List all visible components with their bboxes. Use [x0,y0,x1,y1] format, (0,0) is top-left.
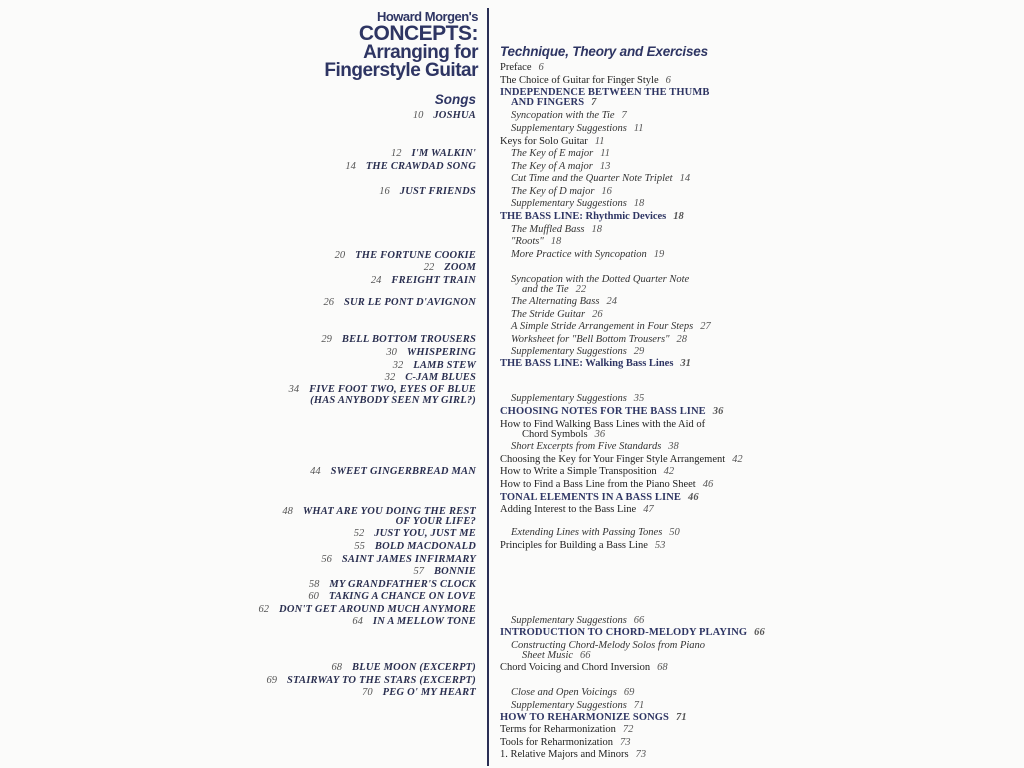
toc-entry [500,480,713,490]
song-entry [386,348,476,358]
toc-page-number: 71 [675,712,687,723]
toc-entry-title: How to Find Walking Bass Lines with the Aid of [500,419,706,430]
song-entry [308,592,476,602]
song-title: C-JAM BLUES [405,372,476,383]
song-entry [352,617,476,627]
toc-entry-title: The Muffled Bass [511,224,585,235]
toc-entry [511,310,603,320]
toc-entry [522,430,605,440]
song-title: MY GRANDFATHER'S CLOCK [329,579,476,590]
song-title: (HAS ANYBODY SEEN MY GIRL?) [310,395,476,406]
toc-entry-title: Extending Lines with Passing Tones [511,527,663,538]
song-page-number: 24 [370,275,382,286]
toc-entry-title: Tools for Reharmonization [500,737,613,748]
song-page-number: 16 [379,186,390,197]
toc-page-number: 13 [599,161,611,172]
toc-entry [511,701,644,711]
toc-page-number: 42 [663,466,675,477]
author-line: Howard Morgen's [376,9,478,24]
toc-entry [500,137,605,147]
toc-entry-title: Supplementary Suggestions [511,198,627,209]
toc-entry-title: Supplementary Suggestions [511,123,627,134]
song-entry [379,187,476,197]
toc-entry-title: The Stride Guitar [511,309,586,320]
song-entry [289,385,476,395]
subtitle-line-1: Arranging for [363,42,478,63]
toc-page-number: 11 [633,123,644,134]
song-title: JOSHUA [433,110,476,121]
toc-page-number: 18 [633,198,645,209]
song-title: IN A MELLOW TONE [372,616,476,627]
song-entry [259,605,476,615]
toc-page-number: 36 [594,429,606,440]
song-entry [385,373,476,383]
toc-page-number: 72 [622,724,634,735]
toc-page-number: 11 [594,136,605,147]
toc-entry-title: The Key of D major [511,186,595,197]
toc-page-number: 16 [601,186,612,197]
song-entry [335,251,476,261]
column-divider [487,8,489,766]
toc-entry-title: Sheet Music [522,650,574,661]
toc-entry [511,442,679,452]
toc-entry [511,174,690,184]
toc-entry-title: INDEPENDENCE BETWEEN THE THUMB [500,87,710,98]
song-title: SWEET GINGERBREAD MAN [330,466,476,477]
toc-entry [500,407,723,417]
toc-page-number: 38 [668,441,679,452]
toc-entry-title: Principles for Building a Bass Line [500,540,648,551]
song-title: THE CRAWDAD SONG [365,161,476,172]
toc-page-number: 19 [653,249,665,260]
toc-page-number: 47 [643,504,654,515]
song-entry [362,688,476,698]
toc-entry-title: AND FINGERS [511,97,585,108]
toc-page-number: 66 [580,650,591,661]
toc-entry-title: How to Find a Bass Line from the Piano Sheet [500,479,696,490]
toc-entry [511,162,610,172]
toc-entry-title: Supplementary Suggestions [511,393,627,404]
song-entry [310,396,476,406]
toc-entry [511,124,644,134]
toc-entry [511,297,617,307]
song-title: I'M WALKIN' [411,148,476,159]
toc-entry-title: More Practice with Syncopation [511,249,647,260]
toc-page-number: 7 [621,110,627,121]
song-title: FIVE FOOT TWO, EYES OF BLUE [309,384,476,395]
toc-entry [500,359,691,369]
toc-entry-title: The Key of A major [511,161,593,172]
toc-entry-title: Preface [500,62,532,73]
toc-page-number: 24 [606,296,617,307]
toc-entry-title: The Choice of Guitar for Finger Style [500,75,659,86]
toc-page-number: 53 [654,540,666,551]
toc-page-number: 73 [635,749,647,760]
toc-entry [511,394,644,404]
song-title: SAINT JAMES INFIRMARY [341,554,476,565]
song-page-number: 48 [282,506,293,517]
song-page-number: 12 [390,148,402,159]
toc-entry [511,322,711,332]
song-title: OF YOUR LIFE? [395,516,476,527]
song-page-number: 69 [266,675,277,686]
song-page-number: 29 [321,334,332,345]
toc-entry [511,111,627,121]
toc-entry-title: Short Excerpts from Five Standards [511,441,662,452]
toc-entry [511,187,612,197]
toc-page-number: 11 [600,148,610,159]
toc-entry-title: Supplementary Suggestions [511,346,627,357]
toc-page-number: 18 [673,211,684,222]
toc-entry-title: Syncopation with the Dotted Quarter Note [511,274,690,285]
toc-entry-title: and the Tie [522,284,569,295]
toc-entry [500,467,674,477]
song-entry [396,517,476,527]
toc-entry-title: Supplementary Suggestions [511,700,627,711]
song-page-number: 58 [308,579,320,590]
toc-entry [500,663,668,673]
song-title: TAKING A CHANCE ON LOVE [328,591,476,602]
song-page-number: 20 [334,250,346,261]
toc-entry-title: Chord Voicing and Chord Inversion [500,662,651,673]
toc-page-number: 50 [669,527,680,538]
song-entry [391,149,476,159]
toc-entry-title: HOW TO REHARMONIZE SONGS [500,712,669,723]
song-page-number: 68 [331,662,343,673]
toc-page-number: 31 [680,358,691,369]
toc-entry-title: INTRODUCTION TO CHORD-MELODY PLAYING [500,627,748,638]
song-title: STAIRWAY TO THE STARS (EXCERPT) [286,675,476,686]
toc-page-number: 73 [620,737,631,748]
toc-entry [500,541,665,551]
toc-page-number: 46 [687,492,699,503]
toc-entry [500,713,687,723]
toc-page-number: 29 [633,346,645,357]
songs-heading: Songs [434,92,476,107]
song-entry [393,361,476,371]
toc-entry-title: The Key of E major [511,148,594,159]
song-entry [345,162,476,172]
toc-entry-title: Adding Interest to the Bass Line [500,504,637,515]
toc-entry-title: THE BASS LINE: Rhythmic Devices [500,211,667,222]
toc-entry [511,149,610,159]
song-entry [310,467,476,477]
toc-page-number: 26 [592,309,603,320]
toc-page-number: 6 [665,75,671,86]
song-entry [354,542,476,552]
song-title: SUR LE PONT D'AVIGNON [343,297,476,308]
song-page-number: 55 [354,541,365,552]
toc-page-number: 28 [676,334,688,345]
toc-entry [511,347,644,357]
book-title: CONCEPTS: [358,22,478,45]
toc-page-number: 66 [754,627,765,638]
toc-entry [500,505,654,515]
toc-page-number: 18 [550,236,562,247]
toc-entry [511,199,644,209]
song-entry [332,663,476,673]
toc-entry-title: Worksheet for "Bell Bottom Trousers" [511,334,670,345]
toc-entry [500,455,743,465]
toc-page-number: 27 [700,321,711,332]
song-entry [321,335,476,345]
song-entry [354,529,476,539]
toc-entry-title: How to Write a Simple Transposition [500,466,657,477]
song-page-number: 70 [362,687,373,698]
toc-entry [500,750,646,760]
song-page-number: 52 [353,528,365,539]
song-title: WHISPERING [406,347,476,358]
song-title: BONNIE [433,566,476,577]
toc-page-number: 35 [633,393,645,404]
song-entry [371,276,476,286]
song-page-number: 64 [352,616,363,627]
toc-entry [511,688,634,698]
song-page-number: 32 [392,360,404,371]
song-entry [424,263,476,273]
toc-page-number: 68 [657,662,668,673]
song-title: WHAT ARE YOU DOING THE REST [302,506,476,517]
toc-page-number: 42 [732,454,743,465]
toc-entry-title: The Alternating Bass [511,296,600,307]
toc-entry [511,335,687,345]
song-page-number: 30 [386,347,397,358]
toc-entry [500,628,765,638]
song-title: LAMB STEW [413,360,476,371]
toc-entry-title: Chord Symbols [522,429,588,440]
toc-page-number: 14 [679,173,691,184]
song-page-number: 56 [321,554,332,565]
song-title: JUST YOU, JUST ME [374,528,476,539]
toc-page-number: 46 [702,479,714,490]
toc-page-number: 22 [575,284,587,295]
toc-entry-title: Supplementary Suggestions [511,615,627,626]
song-page-number: 26 [323,297,334,308]
song-title: THE FORTUNE COOKIE [355,250,476,261]
song-page-number: 14 [345,161,356,172]
toc-entry [500,76,671,86]
song-page-number: 62 [258,604,270,615]
toc-entry-title: THE BASS LINE: Walking Bass Lines [500,358,674,369]
song-title: PEG O' MY HEART [382,687,476,698]
song-entry [266,676,476,686]
toc-entry [522,285,586,295]
song-page-number: 22 [423,262,435,273]
subtitle-line-2: Fingerstyle Guitar [324,60,478,81]
toc-entry-title: Close and Open Voicings [511,687,617,698]
song-page-number: 44 [310,466,321,477]
toc-page-number: 71 [633,700,645,711]
toc-entry-title: 1. Relative Majors and Minors [500,749,629,760]
toc-entry [511,250,664,260]
toc-entry-title: TONAL ELEMENTS IN A BASS LINE [500,492,681,503]
toc-page-number: 6 [538,62,544,73]
toc-entry-title: CHOOSING NOTES FOR THE BASS LINE [500,406,706,417]
song-page-number: 10 [412,110,424,121]
toc-entry [500,738,631,748]
song-entry [323,298,476,308]
toc-entry [511,237,561,247]
toc-page-number: 36 [712,406,724,417]
toc-entry [511,616,644,626]
toc-entry [511,225,602,235]
toc-entry-title: Terms for Reharmonization [500,724,616,735]
song-page-number: 57 [413,566,424,577]
song-title: FREIGHT TRAIN [391,275,476,286]
toc-entry [511,528,680,538]
song-page-number: 34 [288,384,300,395]
song-entry [413,111,476,121]
song-entry [309,580,476,590]
toc-page-number: 18 [591,224,602,235]
toc-entry [500,63,544,73]
toc-entry-title: Choosing the Key for Your Finger Style Arrangement [500,454,726,465]
toc-entry [500,212,684,222]
toc-entry [500,493,699,503]
song-title: BOLD MACDONALD [374,541,476,552]
toc-page-number: 7 [591,97,597,108]
toc-page-number: 66 [633,615,645,626]
toc-entry-title: Constructing Chord-Melody Solos from Piano [511,640,706,651]
toc-page-number: 69 [623,687,635,698]
toc-entry-title: Syncopation with the Tie [511,110,615,121]
toc-entry [500,725,633,735]
song-entry [413,567,476,577]
song-title: BELL BOTTOM TROUSERS [341,334,476,345]
song-entry [321,555,476,565]
song-page-number: 32 [384,372,396,383]
toc-entry-title: A Simple Stride Arrangement in Four Steps [511,321,694,332]
toc-entry-title: "Roots" [511,236,544,247]
toc-entry-title: Cut Time and the Quarter Note Triplet [511,173,673,184]
song-title: JUST FRIENDS [399,186,476,197]
toc-entry [522,651,591,661]
toc-entry-title: Keys for Solo Guitar [500,136,588,147]
song-title: BLUE MOON (EXCERPT) [352,662,476,673]
song-page-number: 60 [308,591,319,602]
song-title: DON'T GET AROUND MUCH ANYMORE [279,604,476,615]
toc-entry [511,98,597,108]
song-title: ZOOM [444,262,476,273]
section-title: Technique, Theory and Exercises [500,44,708,59]
